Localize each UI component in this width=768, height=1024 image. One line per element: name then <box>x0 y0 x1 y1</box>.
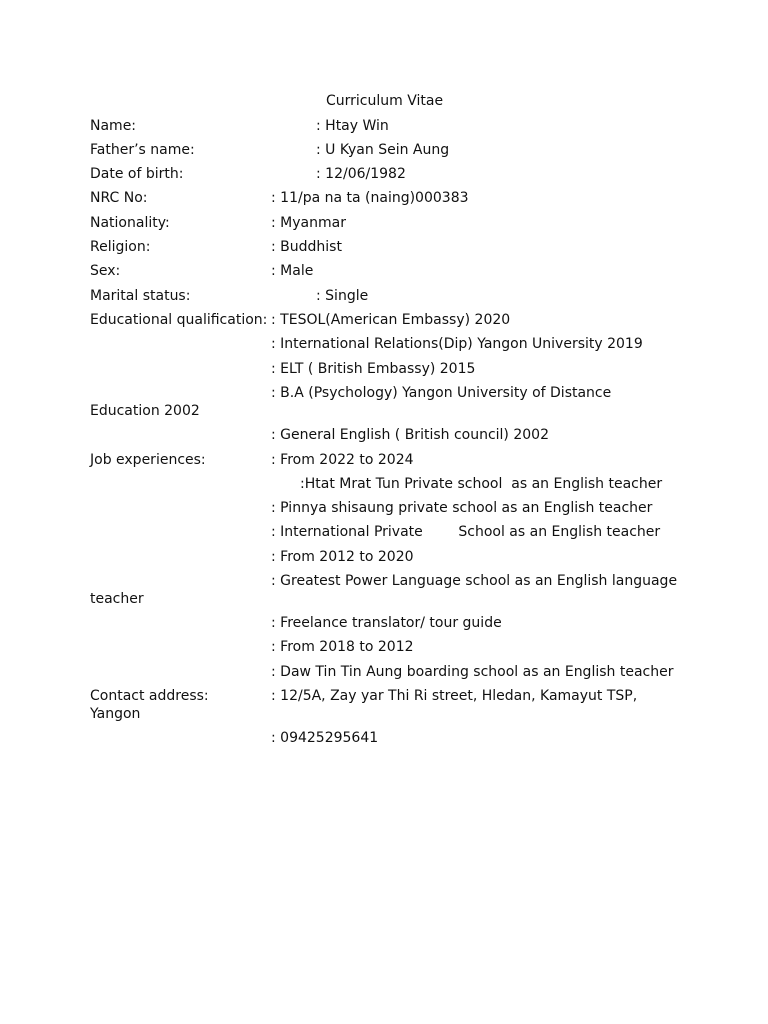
religion-value: : Buddhist <box>271 239 342 255</box>
marital-status-label: Marital status: <box>90 288 191 304</box>
nationality-value: : Myanmar <box>271 215 346 231</box>
job-item: :Htat Mrat Tun Private school as an English teacher <box>300 476 663 492</box>
job-item: : Freelance translator/ tour guide <box>271 615 502 631</box>
nrc-value: : 11/pa na ta (naing)000383 <box>271 190 469 206</box>
religion-label: Religion: <box>90 239 151 255</box>
contact-phone: : 09425295641 <box>271 730 379 746</box>
sex-label: Sex: <box>90 263 121 279</box>
contact-address-line1: : 12/5A, Zay yar Thi Ri street, Hledan, Kamayut TSP, <box>271 688 638 704</box>
nationality-label: Nationality: <box>90 215 170 231</box>
education-item: : TESOL(American Embassy) 2020 <box>271 312 511 328</box>
contact-address-line2: Yangon <box>90 706 141 722</box>
job-item: : Daw Tin Tin Aung boarding school as an English teacher <box>271 664 674 680</box>
job-item-continued: teacher <box>90 591 144 607</box>
contact-address-label: Contact address: <box>90 688 209 704</box>
job-item: : Pinnya shisaung private school as an English teacher <box>271 500 653 516</box>
nrc-label: NRC No: <box>90 190 148 206</box>
education-item: : International Relations(Dip) Yangon University 2019 <box>271 336 643 352</box>
education-item: : General English ( British council) 2002 <box>271 427 549 443</box>
marital-status-value: : Single <box>316 288 369 304</box>
name-value: : Htay Win <box>316 118 389 134</box>
job-item: : Greatest Power Language school as an English language <box>271 573 678 589</box>
job-item: : From 2012 to 2020 <box>271 549 414 565</box>
education-item-continued: Education 2002 <box>90 403 200 419</box>
education-item: : B.A (Psychology) Yangon University of Distance <box>271 385 612 401</box>
dob-label: Date of birth: <box>90 166 184 182</box>
job-item: : International Private School as an English teacher <box>271 524 661 540</box>
father-name-value: : U Kyan Sein Aung <box>316 142 450 158</box>
name-label: Name: <box>90 118 137 134</box>
sex-value: : Male <box>271 263 314 279</box>
father-name-label: Father’s name: <box>90 142 195 158</box>
job-item: : From 2018 to 2012 <box>271 639 414 655</box>
education-label: Educational qualification: <box>90 312 268 328</box>
education-item: : ELT ( British Embassy) 2015 <box>271 361 476 377</box>
job-experiences-label: Job experiences: <box>90 452 206 468</box>
dob-value: : 12/06/1982 <box>316 166 406 182</box>
document-title: Curriculum Vitae <box>326 93 444 109</box>
job-item: : From 2022 to 2024 <box>271 452 414 468</box>
